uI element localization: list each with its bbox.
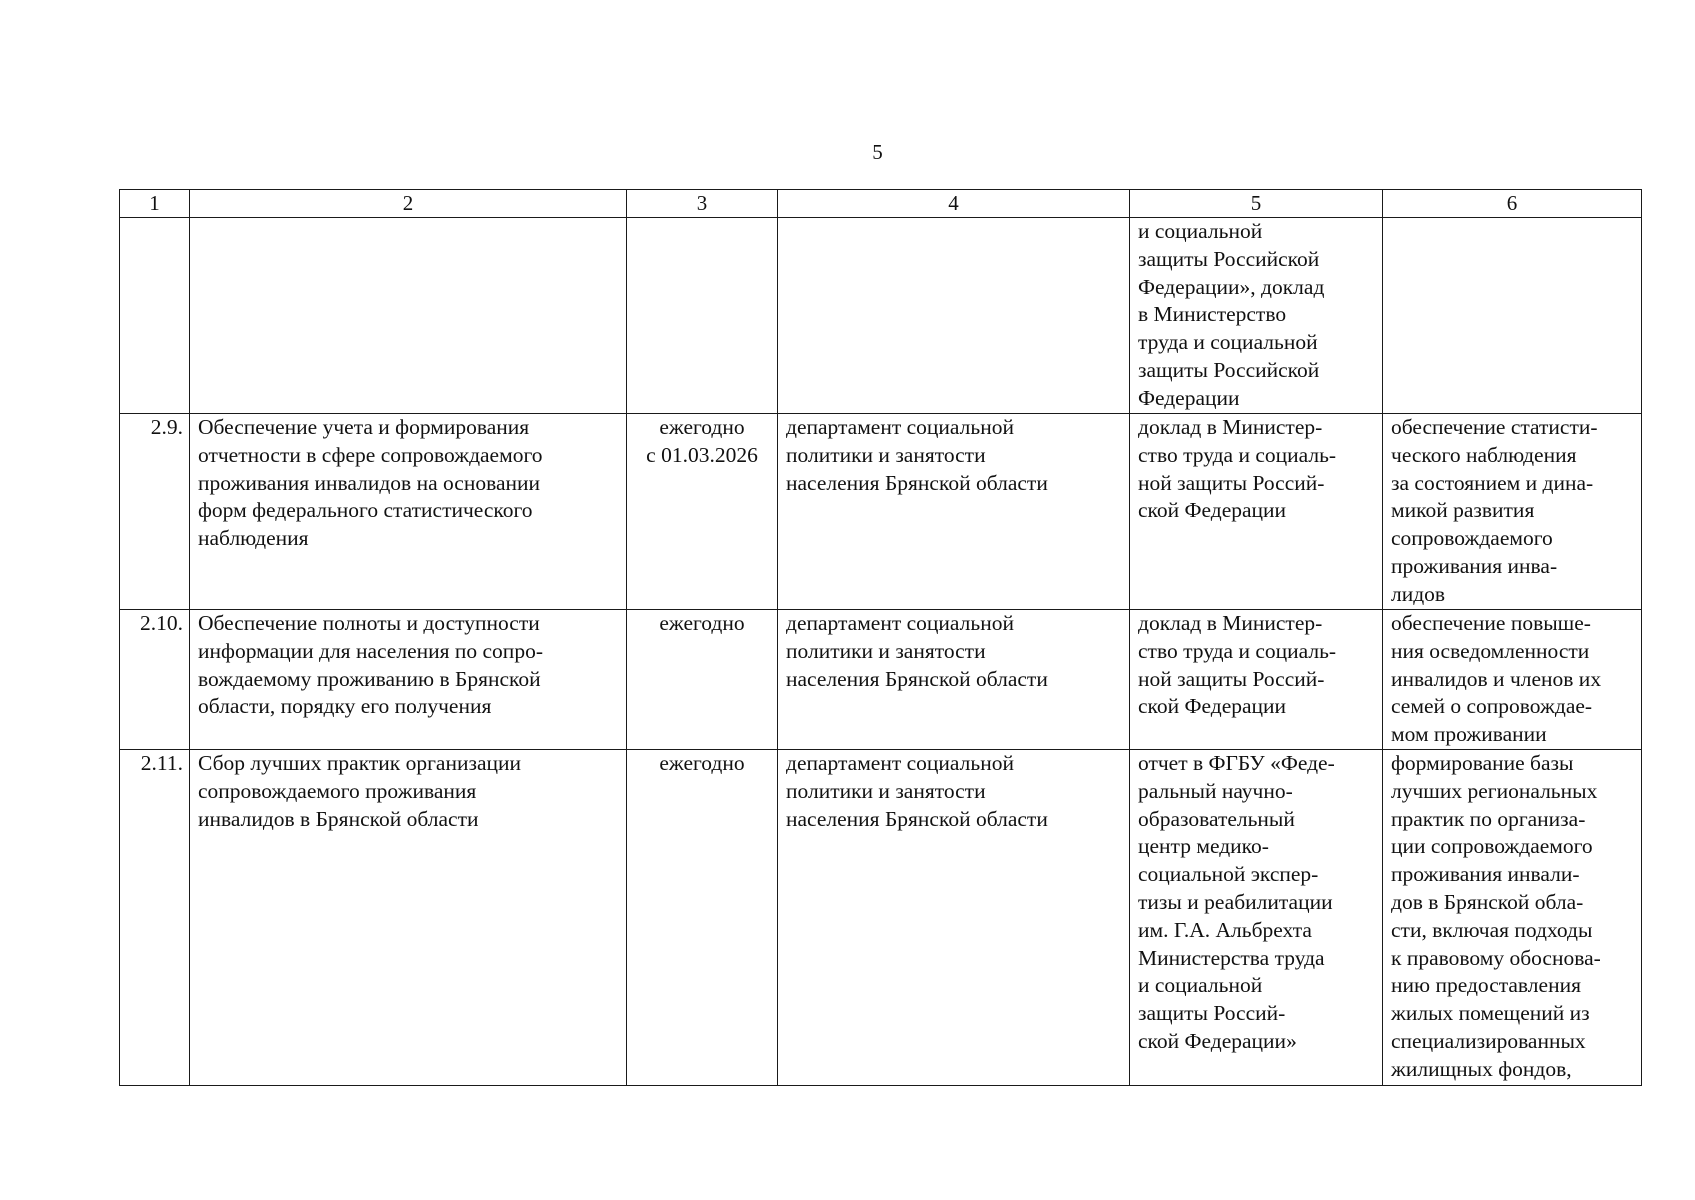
row-number: 2.9. [120,414,190,610]
effect-cell: обеспечение повыше- ния осведомленности инвалидов и членов их семей о сопровождае- мом проживании [1383,610,1642,750]
column-number-3: 3 [627,190,778,218]
deadline-cell: ежегодно с 01.03.2026 [627,414,778,610]
result-cell: и социальной защиты Российской Федерации», доклад в Министерство труда и социальной защиты Российской Федерации [1130,218,1383,414]
executor-cell: департамент социальной политики и занятости населения Брянской области [778,610,1130,750]
executor-cell: департамент социальной политики и занятости населения Брянской области [778,749,1130,1085]
deadline-cell: ежегодно [627,749,778,1085]
measure-cell [190,218,627,414]
deadline-cell: ежегодно [627,610,778,750]
table-row-2-9 [120,414,1642,610]
table-row-2-10 [120,610,1642,750]
measure-cell: Сбор лучших практик организации сопровождаемого проживания инвалидов в Брянской области [190,749,627,1085]
measure-cell: Обеспечение учета и формирования отчетности в сфере сопровождаемого проживания инвалидов на основании форм федерального статистического наблюдения [190,414,627,610]
column-number-row [120,190,1642,218]
measures-table [119,189,1642,1086]
row-number: 2.11. [120,749,190,1085]
column-number-4: 4 [778,190,1130,218]
column-number-2: 2 [190,190,627,218]
deadline-cell [627,218,778,414]
column-number-1: 1 [120,190,190,218]
effect-cell: формирование базы лучших региональных практик по организа- ции сопровождаемого проживания инвали- дов в Брянской обла- сти, включая подходы к правовому обоснова- нию предоставления жилых помещений из специализированных жилищных фондов, [1383,749,1642,1085]
row-number: 2.10. [120,610,190,750]
column-number-5: 5 [1130,190,1383,218]
page-number: 5 [872,140,883,164]
result-cell: доклад в Министер- ство труда и социаль- ной защиты Россий- ской Федерации [1130,414,1383,610]
result-cell: отчет в ФГБУ «Феде- ральный научно- образовательный центр медико- социальной экспер- тизы и реабилитации им. Г.А. Альбрехта Министерства труда и социальной защиты Россий- ской Федерации» [1130,749,1383,1085]
table-row-continuation [120,218,1642,414]
effect-cell: обеспечение статисти- ческого наблюдения за состоянием и дина- микой развития сопровождаемого проживания инва- лидов [1383,414,1642,610]
measure-cell: Обеспечение полноты и доступности информации для населения по сопро- вождаемому проживанию в Брянской области, порядку его получения [190,610,627,750]
result-cell: доклад в Министер- ство труда и социаль- ной защиты Россий- ской Федерации [1130,610,1383,750]
row-number [120,218,190,414]
executor-cell [778,218,1130,414]
column-number-6: 6 [1383,190,1642,218]
table-row-2-11 [120,749,1642,1085]
effect-cell [1383,218,1642,414]
executor-cell: департамент социальной политики и занятости населения Брянской области [778,414,1130,610]
